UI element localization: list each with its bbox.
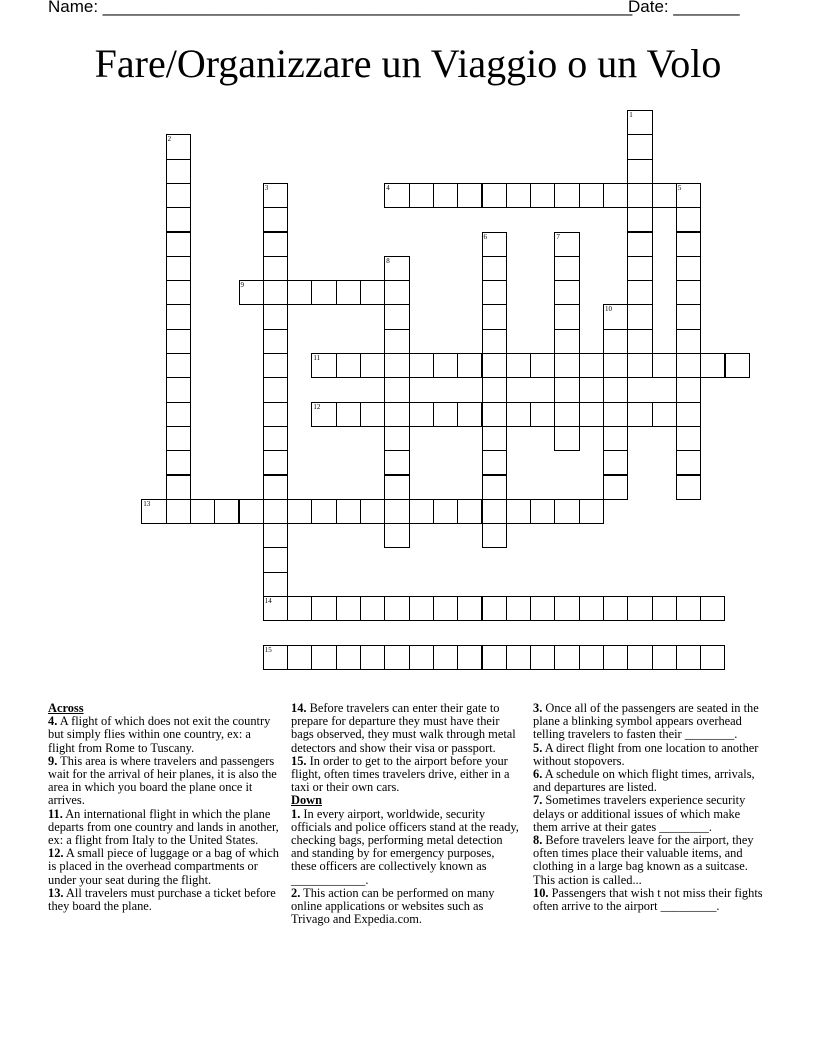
crossword-cell[interactable]: [530, 645, 555, 670]
crossword-cell[interactable]: [554, 402, 579, 427]
crossword-cell[interactable]: [530, 402, 555, 427]
across-heading: Across: [48, 701, 84, 715]
crossword-cell[interactable]: [554, 280, 579, 305]
crossword-cell[interactable]: [554, 232, 579, 257]
down-heading: Down: [291, 793, 322, 808]
crossword-cell[interactable]: [384, 475, 409, 500]
crossword-cell[interactable]: [384, 183, 409, 208]
crossword-cell[interactable]: [627, 110, 652, 135]
crossword-cell[interactable]: [627, 134, 652, 159]
crossword-cell[interactable]: [676, 475, 701, 500]
crossword-cell[interactable]: [384, 280, 409, 305]
clue-number: 14: [264, 597, 272, 605]
crossword-cell[interactable]: [384, 377, 409, 402]
crossword-cell[interactable]: [627, 329, 652, 354]
crossword-cell[interactable]: [433, 183, 458, 208]
crossword-cell[interactable]: [263, 232, 288, 257]
clue-across-15: 15. In order to get to the airport before your flight, often times travelers drive, either in a taxi or their own cars.: [291, 753, 510, 795]
crossword-cell[interactable]: [457, 183, 482, 208]
crossword-cell[interactable]: [482, 450, 507, 475]
crossword-cell[interactable]: [166, 159, 191, 184]
crossword-cell[interactable]: [603, 596, 628, 621]
crossword-cell[interactable]: [263, 280, 288, 305]
crossword-cell[interactable]: [384, 499, 409, 524]
clue-across-14: 14. Before travelers can enter their gate to prepare for departure they must have their bags observed, they must walk through metal detectors and show their visa or passport.: [291, 701, 516, 755]
crossword-cell[interactable]: [166, 377, 191, 402]
crossword-cell[interactable]: [554, 329, 579, 354]
crossword-cell[interactable]: [409, 183, 434, 208]
crossword-cell[interactable]: [433, 596, 458, 621]
clue-down-2: 2. This action can be performed on many online applications or websites such as Trivago and Expedia.com.: [291, 885, 495, 927]
crossword-cell[interactable]: [166, 402, 191, 427]
crossword-cell[interactable]: [554, 183, 579, 208]
crossword-cell[interactable]: [530, 183, 555, 208]
crossword-cell[interactable]: [263, 304, 288, 329]
crossword-cell[interactable]: [311, 402, 336, 427]
crossword-cell[interactable]: [627, 280, 652, 305]
crossword-cell[interactable]: [263, 475, 288, 500]
crossword-cell[interactable]: [384, 596, 409, 621]
crossword-cell[interactable]: [482, 402, 507, 427]
crossword-cell[interactable]: [554, 304, 579, 329]
crossword-cell[interactable]: [554, 256, 579, 281]
crossword-cell[interactable]: [287, 499, 312, 524]
crossword-cell[interactable]: [579, 499, 604, 524]
crossword-cell[interactable]: [457, 353, 482, 378]
crossword-cell[interactable]: [336, 645, 361, 670]
crossword-cell[interactable]: [166, 256, 191, 281]
crossword-cell[interactable]: [384, 426, 409, 451]
clue-across-9: 9. This area is where travelers and passengers wait for the arrival of heir planes, it is also the area in which you board the plane once it arrives.: [48, 753, 277, 808]
crossword-cell[interactable]: [287, 645, 312, 670]
crossword-cell[interactable]: [627, 304, 652, 329]
crossword-cell[interactable]: [603, 353, 628, 378]
crossword-cell[interactable]: [676, 377, 701, 402]
crossword-cell[interactable]: [239, 499, 264, 524]
crossword-cell[interactable]: [384, 353, 409, 378]
crossword-cell[interactable]: [506, 645, 531, 670]
crossword-cell[interactable]: [482, 329, 507, 354]
name-field-label: Name: ________________________________________________________: [48, 0, 633, 16]
crossword-cell[interactable]: [433, 353, 458, 378]
crossword-cell[interactable]: [433, 402, 458, 427]
crossword-cell[interactable]: [360, 645, 385, 670]
date-field-label: Date: _______: [628, 0, 740, 16]
crossword-cell[interactable]: [506, 353, 531, 378]
crossword-cell[interactable]: [603, 304, 628, 329]
crossword-cell[interactable]: [384, 645, 409, 670]
clue-number: 2: [167, 135, 172, 144]
crossword-cell[interactable]: [384, 402, 409, 427]
crossword-cell[interactable]: [554, 377, 579, 402]
clue-down-6: 6. A schedule on which flight times, arrivals, and departures are listed.: [533, 767, 755, 795]
crossword-cell[interactable]: [311, 596, 336, 621]
clue-number: 12: [313, 402, 321, 411]
crossword-cell[interactable]: [384, 304, 409, 329]
crossword-cell[interactable]: [627, 645, 652, 670]
crossword-cell[interactable]: [360, 402, 385, 427]
crossword-cell[interactable]: [287, 596, 312, 621]
crossword-cell[interactable]: [676, 402, 701, 427]
crossword-cell[interactable]: [166, 499, 191, 524]
crossword-cell[interactable]: [482, 426, 507, 451]
clue-down-10: 10. Passengers that wish t not miss their fights often arrive to the airport _________.: [533, 885, 763, 914]
crossword-cell[interactable]: [166, 475, 191, 500]
clue-across-13: 13. All travelers must purchase a ticket before they board the plane.: [48, 885, 276, 914]
crossword-cell[interactable]: [627, 232, 652, 257]
crossword-cell[interactable]: [506, 402, 531, 427]
crossword-cell[interactable]: [579, 183, 604, 208]
clue-number: 11: [313, 354, 321, 362]
crossword-cell[interactable]: [652, 402, 677, 427]
crossword-cell[interactable]: [457, 645, 482, 670]
crossword-cell[interactable]: [506, 596, 531, 621]
crossword-cell[interactable]: [482, 232, 507, 257]
crossword-cell[interactable]: [676, 256, 701, 281]
crossword-cell[interactable]: [676, 232, 701, 257]
crossword-cell[interactable]: [652, 353, 677, 378]
crossword-cell[interactable]: [627, 596, 652, 621]
crossword-cell[interactable]: [554, 426, 579, 451]
crossword-cell[interactable]: [530, 596, 555, 621]
clue-number: 10: [605, 305, 612, 314]
crossword-cell[interactable]: [676, 280, 701, 305]
crossword-cell[interactable]: [554, 353, 579, 378]
crossword-cell[interactable]: [603, 329, 628, 354]
crossword-cell[interactable]: [166, 232, 191, 257]
crossword-cell[interactable]: [360, 353, 385, 378]
clue-column-1: [48, 702, 280, 913]
crossword-cell[interactable]: [360, 499, 385, 524]
crossword-cell[interactable]: [409, 402, 434, 427]
crossword-cell[interactable]: [530, 499, 555, 524]
crossword-cell[interactable]: [360, 596, 385, 621]
crossword-cell[interactable]: [482, 304, 507, 329]
crossword-cell[interactable]: [287, 280, 312, 305]
clue-number: 8: [386, 256, 390, 265]
crossword-cell[interactable]: [506, 183, 531, 208]
crossword-cell[interactable]: [482, 475, 507, 500]
crossword-cell[interactable]: [603, 377, 628, 402]
crossword-cell[interactable]: [627, 207, 652, 232]
crossword-cell[interactable]: [263, 426, 288, 451]
crossword-cell[interactable]: [482, 256, 507, 281]
clue-across-11: 11. An international flight in which the plane departs from one country and lands in another, ex: a flight from Italy to the United States.: [48, 806, 279, 848]
crossword-cell[interactable]: [263, 377, 288, 402]
crossword-cell[interactable]: [652, 183, 677, 208]
crossword-cell[interactable]: [263, 645, 288, 670]
crossword-cell[interactable]: [336, 596, 361, 621]
crossword-cell[interactable]: [482, 596, 507, 621]
page-title: Fare/Organizzare un Viaggio o un Volo: [94, 41, 722, 86]
crossword-cell[interactable]: [166, 426, 191, 451]
clue-down-1: 1. In every airport, worldwide, security officials and police officers stand at the ready, checking bags, performing metal detection and standing by for emergency purposes, these officers are collectively known as ____________.: [291, 806, 519, 887]
crossword-cell[interactable]: [579, 596, 604, 621]
crossword-cell[interactable]: [603, 183, 628, 208]
crossword-cell[interactable]: [263, 329, 288, 354]
crossword-cell[interactable]: [311, 645, 336, 670]
crossword-cell[interactable]: [554, 596, 579, 621]
crossword-cell[interactable]: [603, 645, 628, 670]
crossword-cell[interactable]: [409, 353, 434, 378]
crossword-cell[interactable]: [214, 499, 239, 524]
crossword-cell[interactable]: [311, 280, 336, 305]
crossword-cell[interactable]: [482, 377, 507, 402]
crossword-cell[interactable]: [263, 183, 288, 208]
crossword-cell[interactable]: [482, 499, 507, 524]
clue-number: 5: [677, 183, 682, 192]
crossword-cell[interactable]: [263, 572, 288, 597]
crossword-cell[interactable]: [627, 353, 652, 378]
clue-number: 15: [264, 645, 272, 654]
crossword-cell[interactable]: [263, 256, 288, 281]
crossword-cell[interactable]: [311, 353, 336, 378]
crossword-cell[interactable]: [336, 353, 361, 378]
crossword-cell[interactable]: [166, 207, 191, 232]
crossword-cell[interactable]: [239, 280, 264, 305]
crossword-cell[interactable]: [482, 523, 507, 548]
crossword-cell[interactable]: [384, 523, 409, 548]
crossword-cell[interactable]: [409, 596, 434, 621]
crossword-cell[interactable]: [603, 475, 628, 500]
crossword-cell[interactable]: [263, 450, 288, 475]
crossword-cell[interactable]: [725, 353, 750, 378]
crossword-cell[interactable]: [166, 450, 191, 475]
crossword-cell[interactable]: [336, 280, 361, 305]
crossword-cell[interactable]: [263, 547, 288, 572]
crossword-cell[interactable]: [676, 183, 701, 208]
crossword-cell[interactable]: [506, 499, 531, 524]
crossword-cell[interactable]: [409, 645, 434, 670]
crossword-cell[interactable]: [627, 256, 652, 281]
crossword-cell[interactable]: [457, 596, 482, 621]
crossword-cell[interactable]: [554, 645, 579, 670]
crossword-cell[interactable]: [190, 499, 215, 524]
crossword-cell[interactable]: [166, 304, 191, 329]
crossword-cell[interactable]: [482, 183, 507, 208]
clue-column-3: [533, 702, 765, 913]
crossword-cell[interactable]: [627, 159, 652, 184]
crossword-cell[interactable]: [676, 450, 701, 475]
clue-down-8: 8. Before travelers leave for the airport, they often times place their valuable items, and clothing in a large bag known as a suitcase. This action is called...: [533, 833, 754, 887]
crossword-cell[interactable]: [700, 596, 725, 621]
crossword-cell[interactable]: [554, 499, 579, 524]
crossword-cell[interactable]: [530, 353, 555, 378]
crossword-cell[interactable]: [166, 134, 191, 159]
crossword-cell[interactable]: [603, 450, 628, 475]
clue-across-12: 12. A small piece of luggage or a bag of which is placed in the overhead compartments or under your seat during the flight.: [48, 846, 279, 887]
crossword-cell[interactable]: [409, 499, 434, 524]
clue-down-7: 7. Sometimes travelers experience security delays or additional issues of which make them arrive at their gates ________.: [533, 793, 746, 834]
crossword-cell[interactable]: [360, 280, 385, 305]
crossword-cell[interactable]: [263, 596, 288, 621]
clue-number: 6: [483, 232, 487, 241]
clue-down-5: 5. A direct flight from one location to another without stopovers.: [533, 740, 759, 768]
crossword-cell[interactable]: [433, 645, 458, 670]
crossword-cell[interactable]: [482, 645, 507, 670]
crossword-cell[interactable]: [676, 596, 701, 621]
crossword-cell[interactable]: [263, 523, 288, 548]
crossword-cell[interactable]: [579, 645, 604, 670]
crossword-cell[interactable]: [263, 499, 288, 524]
crossword-cell[interactable]: [482, 280, 507, 305]
crossword-cell[interactable]: [141, 499, 166, 524]
crossword-cell[interactable]: [676, 207, 701, 232]
crossword-cell[interactable]: [336, 402, 361, 427]
crossword-cell[interactable]: [676, 353, 701, 378]
crossword-cell[interactable]: [676, 426, 701, 451]
crossword-cell[interactable]: [603, 426, 628, 451]
clue-down-3: 3. Once all of the passengers are seated in the plane a blinking symbol appears overhead telling travelers to fasten their ________.: [533, 701, 759, 742]
clue-number: 13: [143, 499, 151, 508]
clue-number: 1: [629, 111, 633, 119]
crossword-cell[interactable]: [652, 596, 677, 621]
clue-column-2: [291, 702, 523, 926]
crossword-cell[interactable]: [579, 402, 604, 427]
crossword-cell[interactable]: [700, 353, 725, 378]
crossword-cell[interactable]: [700, 645, 725, 670]
crossword-cell[interactable]: [652, 645, 677, 670]
crossword-cell[interactable]: [336, 499, 361, 524]
crossword-cell[interactable]: [384, 256, 409, 281]
clue-number: 7: [556, 232, 560, 241]
crossword-cell[interactable]: [603, 402, 628, 427]
crossword-cell[interactable]: [676, 304, 701, 329]
clue-number: 9: [240, 281, 244, 290]
crossword-cell[interactable]: [457, 402, 482, 427]
crossword-cell[interactable]: [482, 353, 507, 378]
clue-number: 3: [264, 183, 269, 192]
crossword-cell[interactable]: [627, 402, 652, 427]
clue-across-4: 4. A flight of which does not exit the country but simply flies within one country, ex: a flight from Rome to Tuscany.: [48, 714, 271, 755]
crossword-cell[interactable]: [676, 645, 701, 670]
crossword-cell[interactable]: [166, 280, 191, 305]
crossword-cell[interactable]: [263, 402, 288, 427]
crossword-cell[interactable]: [166, 353, 191, 378]
crossword-cell[interactable]: [311, 499, 336, 524]
crossword-cell[interactable]: [433, 499, 458, 524]
crossword-cell[interactable]: [263, 207, 288, 232]
clue-number: 4: [386, 183, 390, 192]
crossword-cell[interactable]: [263, 353, 288, 378]
crossword-cell[interactable]: [384, 450, 409, 475]
crossword-cell[interactable]: [166, 329, 191, 354]
crossword-cell[interactable]: [579, 353, 604, 378]
crossword-cell[interactable]: [676, 329, 701, 354]
crossword-cell[interactable]: [457, 499, 482, 524]
crossword-cell[interactable]: [166, 183, 191, 208]
crossword-cell[interactable]: [627, 183, 652, 208]
crossword-cell[interactable]: [384, 329, 409, 354]
